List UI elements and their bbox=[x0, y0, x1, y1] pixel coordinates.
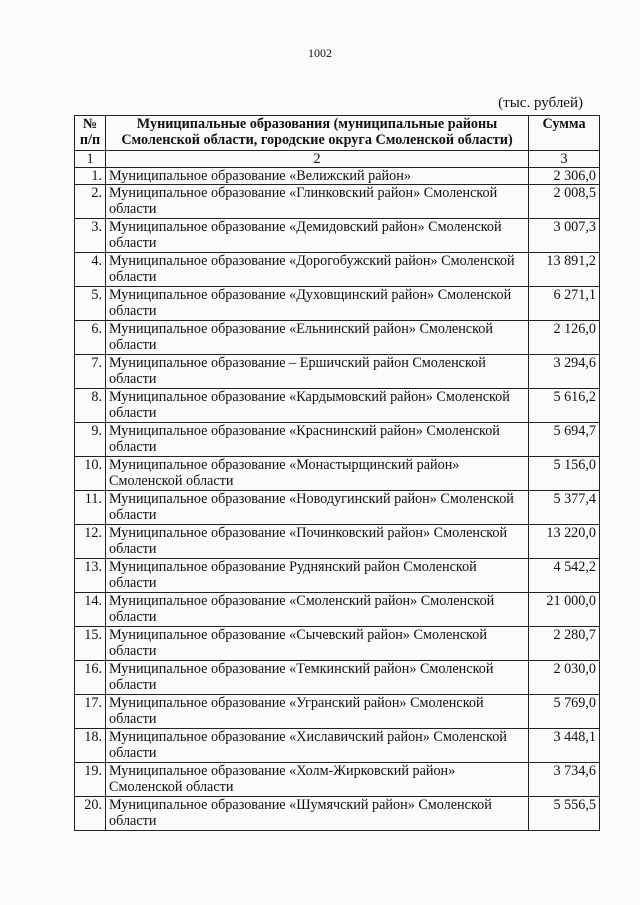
row-name: Муниципальное образование «Хиславичский район» Смоленской области bbox=[106, 729, 529, 763]
row-name: Муниципальное образование «Ельнинский район» Смоленской области bbox=[106, 321, 529, 355]
table-row bbox=[75, 525, 600, 559]
row-number: 17. bbox=[75, 695, 106, 729]
row-sum: 21 000,0 bbox=[529, 593, 600, 627]
row-number: 6. bbox=[75, 321, 106, 355]
table-row bbox=[75, 797, 600, 831]
row-number: 16. bbox=[75, 661, 106, 695]
budget-table bbox=[74, 115, 600, 831]
row-name: Муниципальное образование «Починковский район» Смоленской области bbox=[106, 525, 529, 559]
row-sum: 5 156,0 bbox=[529, 457, 600, 491]
table-row bbox=[75, 457, 600, 491]
row-name: Муниципальное образование «Темкинский район» Смоленской области bbox=[106, 661, 529, 695]
row-name: Муниципальное образование «Велижский район» bbox=[106, 168, 529, 185]
header-name: Муниципальные образования (муниципальные районы Смоленской области, городские округа Смоленской области) bbox=[106, 116, 529, 151]
table-row bbox=[75, 185, 600, 219]
column-number-1: 1 bbox=[75, 151, 106, 168]
row-name: Муниципальное образование «Угранский район» Смоленской области bbox=[106, 695, 529, 729]
row-name: Муниципальное образование «Новодугинский район» Смоленской области bbox=[106, 491, 529, 525]
table-row bbox=[75, 253, 600, 287]
row-number: 8. bbox=[75, 389, 106, 423]
row-name: Муниципальное образование «Дорогобужский район» Смоленской области bbox=[106, 253, 529, 287]
row-sum: 2 306,0 bbox=[529, 168, 600, 185]
table-row bbox=[75, 695, 600, 729]
row-number: 4. bbox=[75, 253, 106, 287]
row-sum: 13 891,2 bbox=[529, 253, 600, 287]
table-row bbox=[75, 423, 600, 457]
row-sum: 2 126,0 bbox=[529, 321, 600, 355]
row-sum: 5 616,2 bbox=[529, 389, 600, 423]
row-name: Муниципальное образование «Глинковский район» Смоленской области bbox=[106, 185, 529, 219]
row-number: 3. bbox=[75, 219, 106, 253]
row-number: 14. bbox=[75, 593, 106, 627]
row-number: 12. bbox=[75, 525, 106, 559]
row-name: Муниципальное образование «Краснинский район» Смоленской области bbox=[106, 423, 529, 457]
table-row bbox=[75, 321, 600, 355]
row-number: 2. bbox=[75, 185, 106, 219]
row-number: 18. bbox=[75, 729, 106, 763]
table-row bbox=[75, 219, 600, 253]
row-sum: 2 280,7 bbox=[529, 627, 600, 661]
row-name: Муниципальное образование «Демидовский район» Смоленской области bbox=[106, 219, 529, 253]
column-number-2: 2 bbox=[106, 151, 529, 168]
row-sum: 6 271,1 bbox=[529, 287, 600, 321]
table-row bbox=[75, 491, 600, 525]
row-sum: 5 556,5 bbox=[529, 797, 600, 831]
row-name: Муниципальное образование «Кардымовский район» Смоленской области bbox=[106, 389, 529, 423]
row-name: Муниципальное образование «Монастырщинский район» Смоленской области bbox=[106, 457, 529, 491]
row-name: Муниципальное образование «Духовщинский район» Смоленской области bbox=[106, 287, 529, 321]
table-row bbox=[75, 559, 600, 593]
row-number: 11. bbox=[75, 491, 106, 525]
row-number: 9. bbox=[75, 423, 106, 457]
row-name: Муниципальное образование «Сычевский район» Смоленской области bbox=[106, 627, 529, 661]
row-sum: 2 008,5 bbox=[529, 185, 600, 219]
table-row bbox=[75, 661, 600, 695]
row-number: 5. bbox=[75, 287, 106, 321]
row-number: 15. bbox=[75, 627, 106, 661]
row-number: 20. bbox=[75, 797, 106, 831]
row-name: Муниципальное образование «Холм-Жирковский район» Смоленской области bbox=[106, 763, 529, 797]
row-sum: 5 769,0 bbox=[529, 695, 600, 729]
row-number: 1. bbox=[75, 168, 106, 185]
row-number: 19. bbox=[75, 763, 106, 797]
table-row bbox=[75, 389, 600, 423]
row-name: Муниципальное образование «Смоленский район» Смоленской области bbox=[106, 593, 529, 627]
table-row bbox=[75, 355, 600, 389]
row-number: 10. bbox=[75, 457, 106, 491]
row-sum: 3 007,3 bbox=[529, 219, 600, 253]
row-sum: 5 377,4 bbox=[529, 491, 600, 525]
row-sum: 4 542,2 bbox=[529, 559, 600, 593]
row-name: Муниципальное образование «Шумячский район» Смоленской области bbox=[106, 797, 529, 831]
table-row bbox=[75, 763, 600, 797]
row-sum: 5 694,7 bbox=[529, 423, 600, 457]
table-row bbox=[75, 168, 600, 185]
column-number-3: 3 bbox=[529, 151, 600, 168]
row-sum: 3 734,6 bbox=[529, 763, 600, 797]
row-name: Муниципальное образование Руднянский район Смоленской области bbox=[106, 559, 529, 593]
page-number: 1002 bbox=[308, 46, 332, 60]
row-sum: 3 448,1 bbox=[529, 729, 600, 763]
table-row bbox=[75, 593, 600, 627]
header-num: № п/п bbox=[75, 116, 106, 151]
header-sum: Сумма bbox=[529, 116, 600, 151]
table-row bbox=[75, 627, 600, 661]
unit-note: (тыс. рублей) bbox=[498, 95, 583, 111]
table-row bbox=[75, 287, 600, 321]
row-name: Муниципальное образование – Ершичский район Смоленской области bbox=[106, 355, 529, 389]
row-number: 7. bbox=[75, 355, 106, 389]
table-row bbox=[75, 729, 600, 763]
row-sum: 3 294,6 bbox=[529, 355, 600, 389]
row-number: 13. bbox=[75, 559, 106, 593]
row-sum: 13 220,0 bbox=[529, 525, 600, 559]
row-sum: 2 030,0 bbox=[529, 661, 600, 695]
